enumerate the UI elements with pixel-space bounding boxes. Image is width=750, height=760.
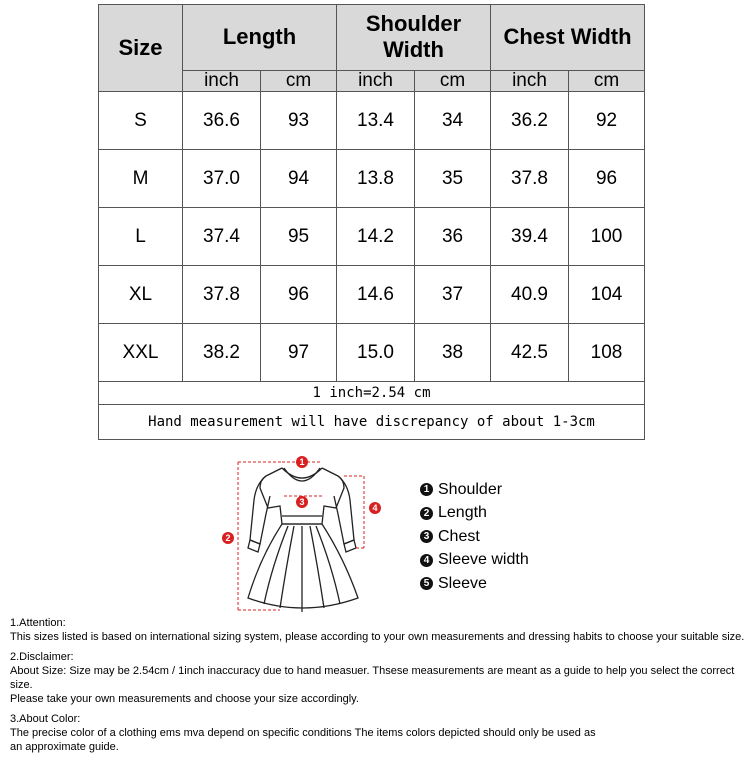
legend-item (420, 478, 529, 502)
color-text: The precise color of a clothing ems mva depend on specific conditions The items colors depicted should only be used as (10, 727, 596, 739)
discrepancy-note: Hand measurement will have discrepancy of about 1-3cm (99, 405, 645, 440)
length-inch-cell: 37.8 (183, 266, 261, 324)
legend-label: Length (438, 504, 487, 522)
length-inch-cell: 38.2 (183, 324, 261, 382)
size-cell: XL (99, 266, 183, 324)
legend-label: Shoulder (438, 480, 503, 498)
legend-item (420, 502, 529, 526)
shoulder-inch-cell: 13.8 (337, 150, 415, 208)
size-cell: L (99, 208, 183, 266)
conversion-note: 1 inch=2.54 cm (99, 382, 645, 405)
chest-inch-cell: 40.9 (491, 266, 569, 324)
length-inch-cell: 37.4 (183, 208, 261, 266)
legend-number-icon: 2 (420, 507, 433, 520)
length-cm-cell: 93 (261, 92, 337, 150)
measurement-legend (420, 478, 529, 596)
color-title: 3.About Color: (10, 713, 81, 725)
header-shoulder-width: Shoulder Width (337, 5, 491, 71)
legend-item (420, 572, 529, 596)
shoulder-cm-cell: 35 (415, 150, 491, 208)
shoulder-cm-cell: 38 (415, 324, 491, 382)
chest-cm-cell: 104 (569, 266, 645, 324)
unit-cell: cm (415, 70, 491, 91)
header-chest-width: Chest Width (491, 5, 645, 71)
chest-inch-cell: 36.2 (491, 92, 569, 150)
shoulder-cm-cell: 34 (415, 92, 491, 150)
table-row (99, 92, 645, 150)
disclaimer-title: 2.Disclaimer: (10, 651, 74, 663)
length-cm-cell: 97 (261, 324, 337, 382)
table-row (99, 266, 645, 324)
attention-text: This sizes listed is based on international sizing system, please according to your own measurements and dressing habits to choose your suitable size. (10, 631, 745, 643)
unit-cell: cm (569, 70, 645, 91)
length-cm-cell: 94 (261, 150, 337, 208)
legend-item (420, 525, 529, 549)
header-length: Length (183, 5, 337, 71)
table-row (99, 324, 645, 382)
size-cell: S (99, 92, 183, 150)
unit-cell: inch (491, 70, 569, 91)
unit-cell: cm (261, 70, 337, 91)
shoulder-inch-cell: 13.4 (337, 92, 415, 150)
shoulder-inch-cell: 15.0 (337, 324, 415, 382)
attention-title: 1.Attention: (10, 617, 66, 629)
length-cm-cell: 96 (261, 266, 337, 324)
color-block (10, 712, 745, 754)
chest-cm-cell: 108 (569, 324, 645, 382)
chest-inch-cell: 37.8 (491, 150, 569, 208)
marker-1-icon: 1 (296, 456, 308, 468)
dress-diagram (220, 448, 390, 620)
chest-cm-cell: 100 (569, 208, 645, 266)
legend-number-icon: 3 (420, 530, 433, 543)
size-cell: XXL (99, 324, 183, 382)
header-row (99, 5, 645, 71)
legend-number-icon: 1 (420, 483, 433, 496)
legend-label: Sleeve width (438, 551, 529, 569)
header-size: Size (99, 5, 183, 92)
legend-number-icon: 4 (420, 554, 433, 567)
conversion-note-row (99, 382, 645, 405)
attention-block (10, 616, 745, 644)
shoulder-cm-cell: 36 (415, 208, 491, 266)
shoulder-cm-cell: 37 (415, 266, 491, 324)
table-row (99, 150, 645, 208)
color-text: an approximate guide. (10, 741, 119, 753)
legend-label: Sleeve (438, 574, 487, 592)
legend-item (420, 549, 529, 573)
disclaimer-text: About Size: Size may be 2.54cm / 1inch inaccuracy due to hand measuer. Thsese measurements are meant as a guide to help you select the correct size. (10, 665, 735, 691)
marker-3-icon: 3 (296, 496, 308, 508)
shoulder-inch-cell: 14.2 (337, 208, 415, 266)
unit-cell: inch (183, 70, 261, 91)
chest-cm-cell: 92 (569, 92, 645, 150)
chest-cm-cell: 96 (569, 150, 645, 208)
unit-cell: inch (337, 70, 415, 91)
length-inch-cell: 37.0 (183, 150, 261, 208)
discrepancy-note-row (99, 405, 645, 440)
shoulder-inch-cell: 14.6 (337, 266, 415, 324)
legend-label: Chest (438, 527, 480, 545)
chest-inch-cell: 39.4 (491, 208, 569, 266)
dress-illustration (220, 448, 390, 620)
marker-4-icon: 4 (369, 502, 381, 514)
size-chart-table (98, 4, 645, 440)
notes-section (10, 616, 745, 760)
length-cm-cell: 95 (261, 208, 337, 266)
table-row (99, 208, 645, 266)
size-cell: M (99, 150, 183, 208)
length-inch-cell: 36.6 (183, 92, 261, 150)
chest-inch-cell: 42.5 (491, 324, 569, 382)
disclaimer-text: Please take your own measurements and choose your size accordingly. (10, 693, 359, 705)
disclaimer-block (10, 650, 745, 706)
marker-2-icon: 2 (222, 532, 234, 544)
legend-number-icon: 5 (420, 577, 433, 590)
